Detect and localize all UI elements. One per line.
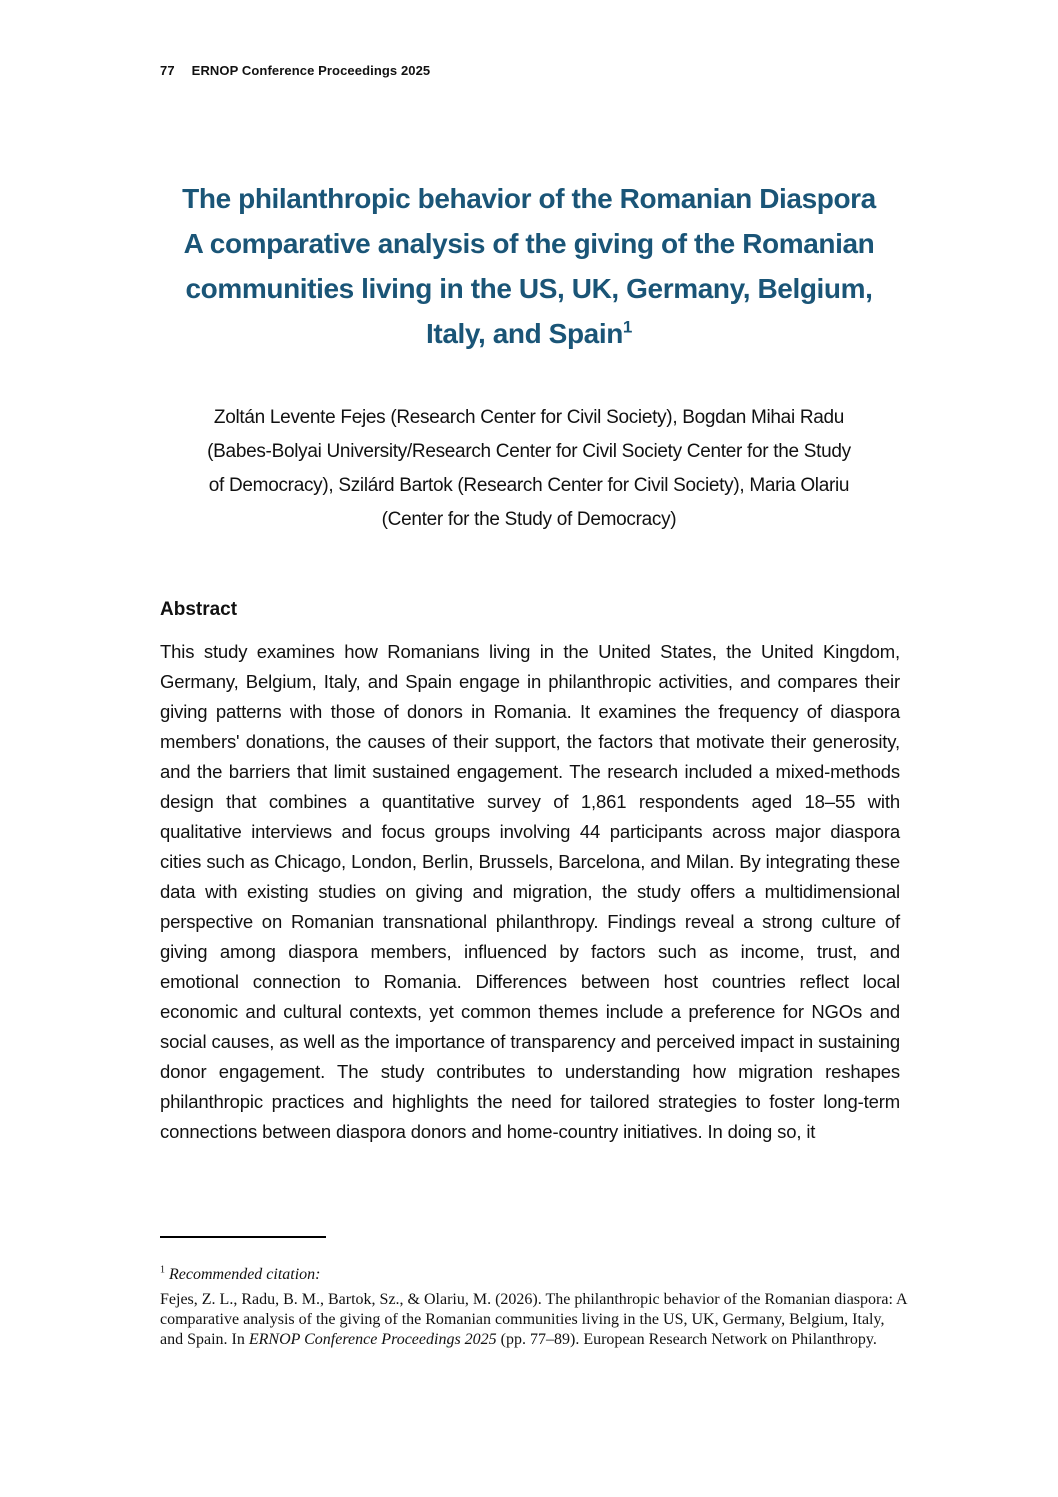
footnote-label-text: Recommended citation: (169, 1266, 321, 1283)
footnote-label (160, 1265, 908, 1285)
author-line-2: (Babes-Bolyai University/Research Center for Civil Society Center for the Study (207, 441, 851, 462)
footnote-marker: 1 (160, 1264, 165, 1276)
abstract-heading: Abstract (160, 599, 238, 620)
abstract-text: This study examines how Romanians living in the United States, the United Kingdom, Germany, Belgium, Italy, and Spain engage in philanthropic activities, and compares their giving patterns with those of donors in Romania. It examines the frequency of diaspora members' donations, the causes of their support, the factors that motivate their generosity, and the barriers that limit sustained engagement. The research included a mixed-methods design that combines a quantitative survey of 1,861 respondents aged 18–55 with qualitative interviews and focus groups involving 44 participants across major diaspora cities such as Chicago, London, Berlin, Brussels, Barcelona, and Milan. By integrating these data with existing studies on giving and migration, the study offers a multidimensional perspective on Romanian transnational philanthropy. Findings reveal a strong culture of giving among diaspora members, influenced by factors such as income, trust, and emotional connection to Romania. Differences between host countries reflect local economic and cultural contexts, yet common themes include a preference for NGOs and social causes, as well as the importance of transparency and perceived impact in sustaining donor engagement. The study contributes to understanding how migration reshapes philanthropic practices and highlights the need for tailored strategies to foster long-term connections between diaspora donors and home-country initiatives. In doing so, it (160, 641, 900, 1142)
citation-text-after: (pp. 77–89). European Research Network on Philanthropy. (496, 1331, 877, 1348)
page-number: 77 (160, 63, 175, 78)
title-line-2: A comparative analysis of the giving of the Romanian (183, 228, 875, 259)
title-line-3: communities living in the US, UK, Germany, Belgium, (185, 273, 873, 304)
author-line-3: of Democracy), Szilárd Bartok (Research Center for Civil Society), Maria Olariu (208, 475, 850, 496)
author-line-1: Zoltán Levente Fejes (Research Center for Civil Society), Bogdan Mihai Radu (213, 407, 845, 428)
footnote-citation (160, 1290, 908, 1350)
title-line-4-text: Italy, and Spain (426, 318, 623, 349)
title-footnote-ref: 1 (622, 317, 632, 337)
citation-text-before: Fejes, Z. L., Radu, B. M., Bartok, Sz., & Olariu, M. (2026). The philanthropic behavior of the Romanian diaspora: A comparative analysis of the giving of the Romanian communities living in the US, UK, Germany, Belgium, Italy, and Spain. In (160, 1291, 907, 1348)
author-line-4: (Center for the Study of Democracy) (381, 509, 677, 530)
footnote-area (160, 1236, 908, 1350)
footnote-separator-rule (160, 1236, 326, 1238)
author-block (158, 401, 900, 537)
running-header (160, 63, 430, 78)
proceedings-title: ERNOP Conference Proceedings 2025 (191, 63, 431, 78)
title-line-4 (158, 311, 900, 356)
paper-title (158, 176, 900, 356)
citation-proceedings-italic: ERNOP Conference Proceedings 2025 (248, 1331, 497, 1348)
title-line-1: The philanthropic behavior of the Romanian Diaspora (182, 183, 876, 214)
